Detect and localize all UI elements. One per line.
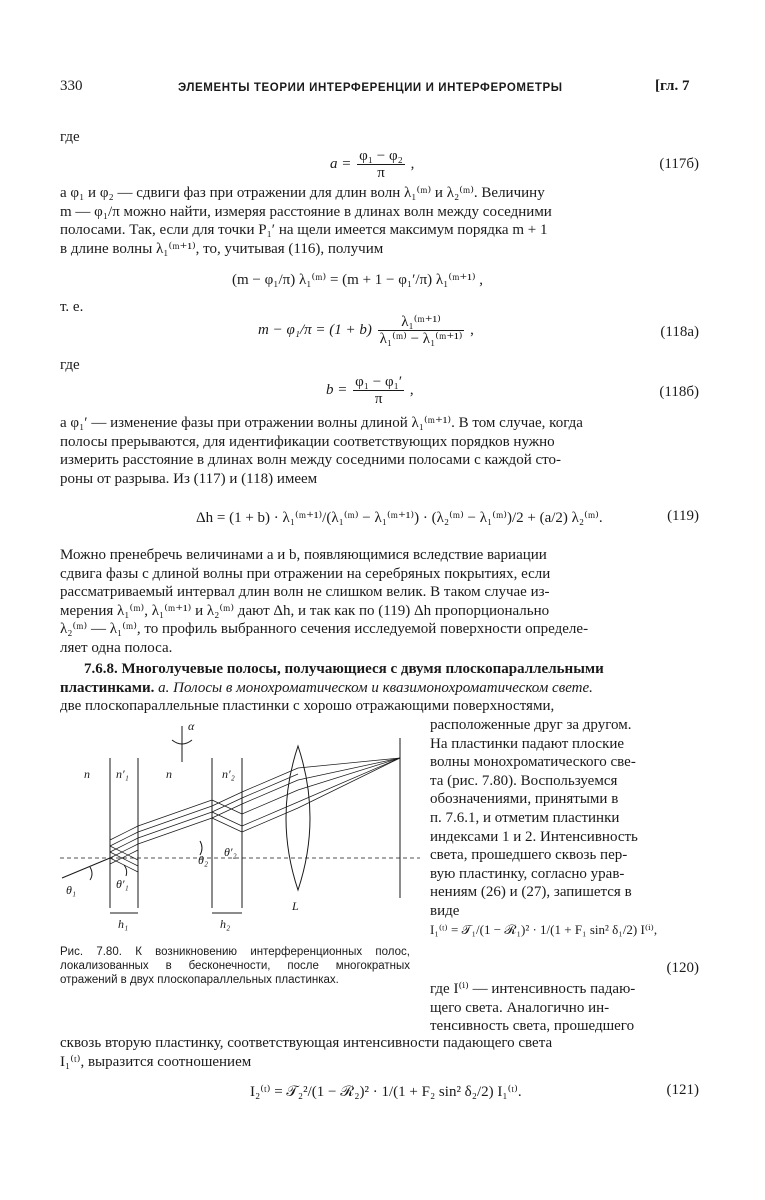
plate2-ray	[212, 818, 242, 832]
section-title-line2: пластинками.	[60, 679, 155, 696]
eq118a-den: λ₁⁽ᵐ⁾ − λ₁⁽ᵐ⁺¹⁾	[379, 331, 463, 347]
plate1-ray	[110, 832, 138, 846]
paragraph-5	[60, 1034, 700, 1071]
output-ray	[242, 802, 298, 826]
p3-line: рассматриваемый интервал длин волн не слишком велик. В таком случае из-	[60, 584, 550, 601]
label-theta1-prime: θ′₁	[116, 877, 129, 891]
word-te: т. е.	[60, 299, 84, 315]
p4-right-line: та (рис. 7.80). Воспользуемся	[430, 772, 618, 789]
plate2-ray	[212, 800, 242, 814]
label-h1: h₁	[118, 917, 129, 931]
figure-7-80	[60, 718, 420, 940]
eq118b-lhs: b =	[326, 381, 348, 398]
eq117b-tail: ,	[410, 155, 415, 172]
p4-right-line: вую пластинку, согласно урав-	[430, 865, 625, 882]
eq118b-den: π	[374, 391, 383, 407]
eq117b-num: φ₁ − φ₂	[359, 148, 403, 164]
p4-right-line: п. 7.6.1, и отметим пластинки	[430, 809, 620, 826]
right-column-text-2	[430, 980, 700, 1036]
p3-line: Можно пренебречь величинами a и b, появляющимися вследствие вариации	[60, 547, 547, 563]
equation-121: I₂⁽ᵗ⁾ = 𝒯₂²/(1 − ℛ₂)² · 1/(1 + F₂ sin² δ₂/2) I₁⁽ᵗ⁾.	[250, 1084, 522, 1100]
label-n-mid: n	[166, 767, 172, 781]
eq118b-tail: ,	[409, 381, 414, 398]
equation-118b	[326, 374, 414, 407]
p1-line: а φ₁ и φ₂ — сдвиги фаз при отражении для длин волн λ₁⁽ᵐ⁾ и λ₂⁽ᵐ⁾. Величину	[60, 185, 545, 201]
label-theta1: θ₁	[66, 883, 77, 897]
p4-right-line: нениям (26) и (27), запишется в	[430, 884, 632, 901]
section-subtitle: а. Полосы в монохроматическом и квазимонохроматическом свете.	[158, 679, 593, 696]
p4-right-line: обозначениями, принятыми в	[430, 791, 619, 808]
chapter-label: [гл. 7	[655, 78, 690, 94]
eq118a-num: λ₁⁽ᵐ⁺¹⁾	[378, 314, 465, 331]
p5-right-line: тенсивность света, прошедшего	[430, 1018, 635, 1035]
eq118a-number: (118а)	[660, 324, 699, 340]
eq117b-lhs: a =	[330, 155, 352, 172]
eq121-number: (121)	[666, 1082, 699, 1098]
plate2-ray	[212, 792, 242, 806]
equation-119: Δh = (1 + b) · λ₁⁽ᵐ⁺¹⁾/(λ₁⁽ᵐ⁾ − λ₁⁽ᵐ⁺¹⁾) · (λ₂⁽ᵐ⁾ − λ₁⁽ᵐ⁾)/2 + (a/2) λ₂⁽ᵐ⁾.	[196, 510, 603, 526]
p4-first-line: две плоскопараллельные пластинки с хорошо отражающими поверхностями,	[60, 698, 555, 715]
eq117b-den: π	[377, 165, 385, 181]
p4-right-line: расположенные друг за другом.	[430, 717, 632, 733]
focused-ray	[298, 758, 400, 802]
eq118b-number: (118б)	[659, 384, 699, 400]
section-heading	[60, 660, 700, 716]
equation-120: I₁⁽ᵗ⁾ = 𝒯₁/(1 − ℛ₁)² · 1/(1 + F₁ sin² δ₁/2) I⁽ⁱ⁾,	[430, 922, 658, 937]
output-ray	[242, 808, 298, 832]
p2-line: полосы прерываются, для идентификации соответствующих порядков нужно	[60, 433, 555, 450]
output-ray	[242, 780, 298, 804]
lens	[286, 746, 310, 890]
eq118a-tail: ,	[470, 321, 474, 338]
p5-right-line: щего света. Аналогично ин-	[430, 999, 610, 1016]
p5-full-line: сквозь вторую пластинку, соответствующая интенсивности падающего света	[60, 1035, 553, 1051]
p2-line: измерить расстояние в длинах волн между соседними полосами с каждой сто-	[60, 452, 561, 469]
p5-full-line: I₁⁽ᵗ⁾, выразится соотношением	[60, 1053, 252, 1070]
paragraph-3	[60, 546, 700, 658]
focused-ray	[298, 758, 400, 780]
running-title: ЭЛЕМЕНТЫ ТЕОРИИ ИНТЕРФЕРЕНЦИИ И ИНТЕРФЕРОМЕТРЫ	[178, 82, 563, 94]
label-n1-prime: n′₁	[116, 767, 129, 781]
section-title-line1: 7.6.8. Многолучевые полосы, получающиеся с двумя плоскопараллельными	[84, 661, 604, 677]
theta1-arc	[90, 867, 92, 880]
plate2-ray	[212, 812, 242, 826]
plate1-ray	[110, 852, 138, 866]
paragraph-1	[60, 184, 700, 258]
word-gde-2: где	[60, 357, 80, 373]
p4-right-line: света, прошедшего сквозь пер-	[430, 847, 628, 864]
p3-line: λ₂⁽ᵐ⁾ — λ₁⁽ᵐ⁾, то профиль выбранного сечения исследуемой поверхности определе-	[60, 621, 589, 638]
eq118b-num: φ₁ − φ₁′	[355, 374, 403, 390]
label-n-left: n	[84, 767, 90, 781]
plate2-ray	[212, 798, 242, 812]
label-alpha: α	[188, 719, 195, 733]
p3-line: сдвига фазы с длиной волны при отражении на серебряных покрытиях, если	[60, 565, 551, 582]
label-h2: h₂	[220, 917, 231, 931]
plate1-ray	[110, 826, 138, 840]
p4-right-line: индексами 1 и 2. Интенсивность	[430, 828, 638, 845]
incident-ray	[62, 858, 110, 878]
theta1p-arc	[124, 865, 127, 876]
p1-line: в длине волны λ₁⁽ᵐ⁺¹⁾, то, учитывая (116), получим	[60, 240, 384, 257]
p2-line: роны от разрыва. Из (117) и (118) имеем	[60, 470, 318, 487]
figure-caption: Рис. 7.80. К возникновению интерференционных полос, локализованных в бесконечности, после многократных отражений в двух плоскопараллельных пластинках.	[60, 946, 410, 986]
p4-right-line: На пластинки падают плоские	[430, 735, 625, 752]
eq117b-number: (117б)	[659, 156, 699, 172]
p1-line: полосами. Так, если для точки P₁′ на щели имеется максимум порядка m + 1	[60, 222, 548, 239]
page-number: 330	[60, 78, 83, 94]
plate1-ray	[110, 844, 138, 858]
eq118a-lhs: m − φ₁/π = (1 + b)	[258, 321, 372, 338]
label-n2-prime: n′₂	[222, 767, 235, 781]
plate1-ray	[110, 838, 138, 852]
p1-line: m — φ₁/π можно найти, измеряя расстояние в длинах волн между соседними	[60, 203, 552, 220]
plate1-ray	[110, 850, 138, 864]
p3-line: ляет одна полоса.	[60, 639, 173, 656]
gap-ray	[138, 812, 212, 838]
p4-right-line: волны монохроматического све-	[430, 754, 636, 771]
output-ray	[242, 790, 298, 814]
p4-right-line: виде	[430, 902, 460, 919]
equation-mid: (m − φ₁/π) λ₁⁽ᵐ⁾ = (m + 1 − φ₁′/π) λ₁⁽ᵐ⁺¹⁾ ,	[232, 272, 484, 288]
label-theta2: θ₂	[198, 853, 209, 867]
right-column-text	[430, 716, 700, 921]
focused-ray	[298, 758, 400, 808]
gap-ray	[138, 806, 212, 832]
word-gde: где	[60, 129, 80, 145]
equation-118a	[258, 314, 474, 347]
paragraph-2	[60, 414, 700, 488]
p5-right-line: где I⁽ⁱ⁾ — интенсивность падаю-	[430, 981, 636, 997]
p3-line: мерения λ₁⁽ᵐ⁾, λ₁⁽ᵐ⁺¹⁾ и λ₂⁽ᵐ⁾ дают Δh, и так как по (119) Δh пропорционально	[60, 602, 550, 619]
eq120-number: (120)	[666, 960, 699, 976]
eq119-number: (119)	[667, 508, 699, 524]
plate2-ray	[212, 804, 242, 818]
equation-117b	[330, 148, 414, 181]
label-theta2-prime: θ′₂	[224, 845, 237, 859]
p2-line: а φ₁′ — изменение фазы при отражении волны длиной λ₁⁽ᵐ⁺¹⁾. В том случае, когда	[60, 415, 583, 431]
label-lens-L: L	[292, 899, 299, 913]
